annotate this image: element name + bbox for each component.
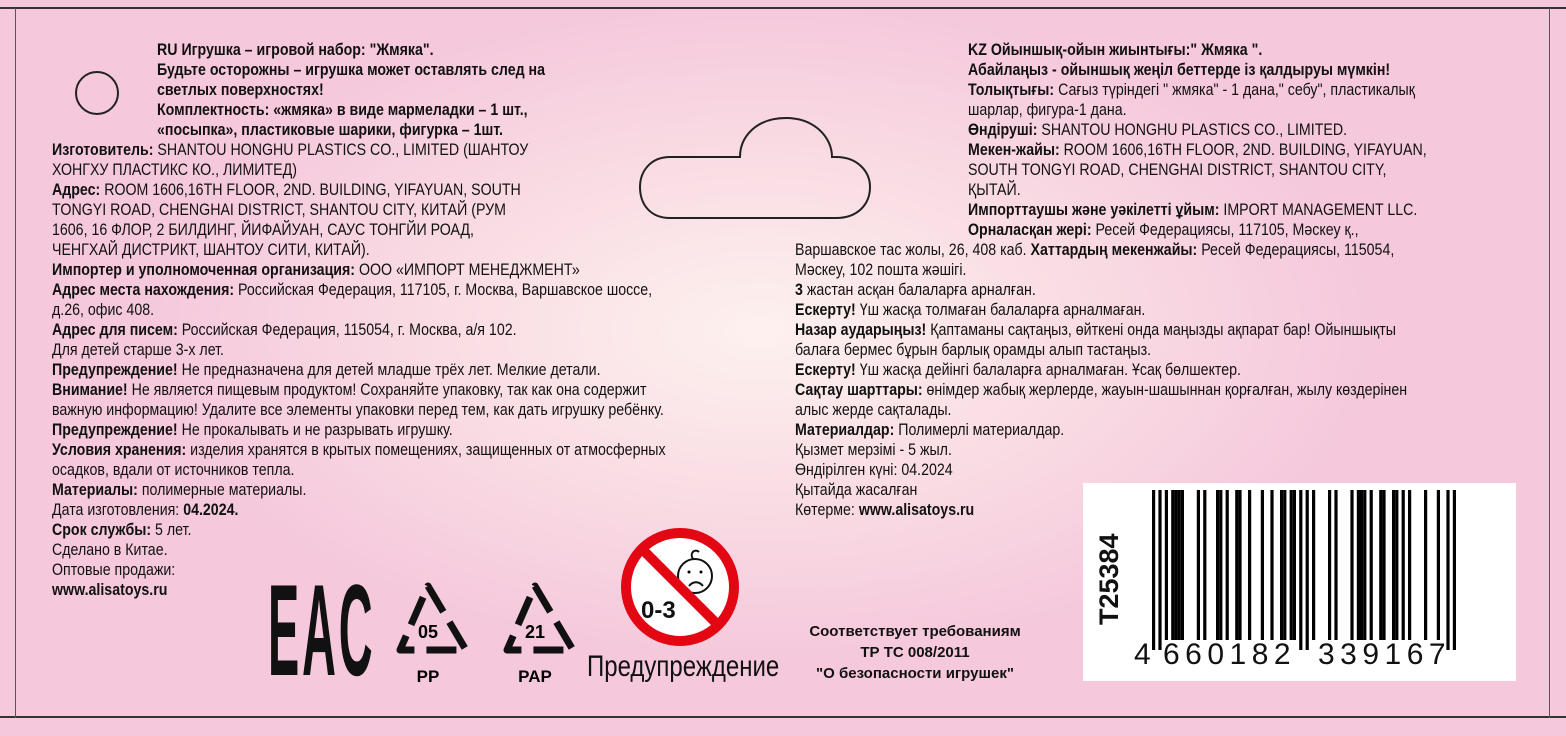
bold-label: 3 [795,281,807,299]
text-line [795,400,951,420]
recycle-pap-label: PAP [518,667,552,686]
text-line [52,440,666,460]
text-line [795,240,1394,260]
bold-label: Внимание! [52,381,132,399]
text-line [52,180,521,200]
barcode-bar [1270,490,1273,640]
bold-label: Материалы: [52,481,142,499]
barcode-bar [1408,490,1411,640]
bold-label: Ескерту! [795,361,860,379]
text: Қытайда жасалған [795,481,918,499]
bold-label[interactable]: www.alisatoys.ru [858,501,975,519]
bold-label: Импортер и уполномоченная организация: [52,261,359,279]
barcode-bar [1171,490,1174,640]
text-line [795,260,966,280]
text-line [968,80,1415,100]
text: Ресей Федерациясы, 115054, [1201,241,1395,259]
text: Үш жасқа толмаған балаларға арналмаған. [859,301,1146,319]
text: өнімдер жабық жерлерде, жауын-шашыннан қорғалған, жылу көздерінен [926,381,1408,399]
barcode-bar [1203,490,1206,640]
bold-label: Предупреждение! [52,361,182,379]
text: TONGYI ROAD, CHENGHAI DISTRICT, SHANTOU CITY, КИТАЙ (РУМ [52,201,506,219]
bold-label: Сақтау шарттары: [795,381,927,399]
bold-label: Назар аударыңыз! [795,321,931,339]
text-line [52,400,664,420]
text: балаға бермес бұрын барлық орамды алып тастаңыз. [795,341,1152,359]
bold-label: RU Игрушка – игровой набор: "Жмяка". [157,41,434,59]
barcode-bar [1370,490,1373,640]
bold-label: Материалдар: [795,421,899,439]
bold-label: Изготовитель: [52,141,158,159]
warning-label: Предупреждение [587,650,780,683]
text: Ресей Федерациясы, 117105, Мәскеу қ., [1095,221,1359,239]
barcode-bar [1283,490,1286,640]
text: Сделано в Китае. [52,541,168,559]
bold-label: Импорттаушы және уәкілетті ұйым: [968,201,1224,219]
bold-label: Хаттардың мекенжайы: [1030,241,1202,259]
text-line [52,220,474,240]
recycle-pap-number: 21 [524,622,546,642]
text-line [157,40,434,60]
text: Өндірілген күні: 04.2024 [795,461,953,479]
right-border [1549,8,1550,718]
text-line [968,220,1359,240]
text-line [52,480,306,500]
text: алыс жерде сақталады. [795,401,952,419]
text-line [968,160,1386,180]
barcode-bar [1453,490,1456,650]
barcode-bar [1280,490,1283,640]
bold-label: Өндіруші: [968,121,1042,139]
conformity-line-1: Соответствует требованиям [809,623,1021,640]
text-line [795,500,974,520]
barcode-bar [1165,490,1168,640]
text: SHANTOU HONGHU PLASTICS CO., LIMITED. [1041,121,1348,139]
barcode-bar [1235,490,1238,640]
text-line [52,140,528,160]
text-line [52,580,167,600]
barcode-bar [1197,490,1200,640]
bold-label: Абайлаңыз - ойыншық жеңіл беттерде із қалдыруы мүмкін! [968,61,1391,79]
bold-label: Адрес: [52,181,105,199]
text-line [52,520,191,540]
top-border [0,7,1566,9]
text: изделия хранятся в крытых помещениях, защищенных от атмосферных [190,441,666,459]
text: полимерные материалы. [141,481,307,499]
text: Российская Федерация, 117105, г. Москва, Варшавское шоссе, [238,281,653,299]
barcode-bar [1334,490,1337,640]
bold-label: Будьте осторожны – игрушка может оставлять след на [157,61,546,79]
barcode-group-2: 339167 [1318,638,1452,671]
barcode-bar [1293,490,1296,640]
barcode-bar [1328,490,1331,640]
text: Үш жасқа дейінгі балаларға арналмаған. Ұсақ бөлшектер. [859,361,1242,379]
barcode-bar [1174,490,1177,640]
text-line [52,280,652,300]
barcode-bar [1382,490,1385,640]
barcode-bar [1158,490,1161,650]
text: ROOM 1606,16TH FLOOR, 2ND. BUILDING, YIFAYUAN, [1063,141,1427,159]
barcode-bar [1306,490,1309,650]
text-line [795,360,1241,380]
recycle-pap-icon [489,580,581,688]
text-line [795,460,953,480]
text: 1606, 16 ФЛОР, 2 БИЛДИНГ, ЙИФАЙУАН, САУС ТОНГЙИ РОАД, [52,221,474,239]
barcode-bar [1238,490,1241,640]
text: ҚЫТАЙ. [968,181,1021,199]
bottom-border [0,716,1566,718]
bold-label: Адрес для писем: [52,321,182,339]
barcode-bar [1350,490,1353,640]
text: ROOM 1606,16TH FLOOR, 2ND. BUILDING, YIFAYUAN, SOUTH [104,181,521,199]
barcode-group-1: 660182 [1163,638,1297,671]
bold-label: Условия хранения: [52,441,191,459]
eac-logo: EAC [268,557,376,703]
barcode-bar [1363,490,1366,640]
bold-label: 04.2024. [183,501,239,519]
conformity-line-3: "О безопасности игрушек" [816,665,1014,682]
text-line [795,440,952,460]
text-line [52,380,646,400]
bold-label: Адрес места нахождения: [52,281,239,299]
text: осадков, вдали от источников тепла. [52,461,295,479]
barcode-bar [1152,490,1155,650]
text-line [795,320,1396,340]
text-line [52,560,175,580]
barcode-bar [1437,490,1440,640]
barcode-bar [1178,490,1181,640]
barcode [1152,490,1482,650]
bold-label: Срок службы: [52,521,156,539]
text-line [52,320,517,340]
barcode-bar [1312,490,1315,640]
text: Қаптаманы сақтаңыз, өйткені онда маңызды ақпарат бар! Ойыншықты [930,321,1396,339]
bold-label: светлых поверхностях! [157,81,324,99]
barcode-bar [1299,490,1302,650]
no-children-under-3-icon [619,526,741,648]
barcode-bar [1248,490,1251,640]
text-line [52,160,297,180]
text: IMPORT MANAGEMENT LLC. [1223,201,1418,219]
conformity-line-2: ТР ТС 008/2011 [860,644,970,661]
text: Не является пищевым продуктом! Сохраняйте упаковку, так как она содержит [131,381,647,399]
text: Қызмет мерзімі - 5 жыл. [795,441,952,459]
text: шарлар, фигура-1 дана. [968,101,1127,119]
text-line [795,300,1145,320]
text-line [52,340,224,360]
text-line [52,540,168,560]
text-line [795,280,1036,300]
text: Для детей старше 3-х лет. [52,341,224,359]
text: Варшавское тас жолы, 26, 408 каб. [795,241,1031,259]
barcode-bar [1357,490,1360,640]
bold-label: Мекен-жайы: [968,141,1064,159]
text: SOUTH TONGYI ROAD, CHENGHAI DISTRICT, SHANTOU CITY, [968,161,1387,179]
barcode-bar [1181,490,1184,640]
text: Дата изготовления: [52,501,184,519]
text-line [968,40,1262,60]
text: ХОНГХУ ПЛАСТИКС КО., ЛИМИТЕД) [52,161,297,179]
bold-label: Толықтығы: [968,81,1059,99]
bold-label: Ескерту! [795,301,860,319]
barcode-first-digit: 4 [1134,638,1157,671]
text: Оптовые продажи: [52,561,176,579]
text: Мәскеу, 102 пошта жәшігі. [795,261,967,279]
text-line [52,360,601,380]
text: жастан асқан балаларға арналған. [806,281,1036,299]
text-line [795,480,917,500]
text: Көтерме: [795,501,859,519]
text: важную информацию! Удалите все элементы упаковки перед тем, как дать игрушку ребёнку. [52,401,664,419]
text-line [157,80,324,100]
barcode-bar [1290,490,1293,640]
barcode-bar [1446,490,1449,650]
text-line [52,260,580,280]
text: Российская Федерация, 115054, г. Москва, а/я 102. [181,321,517,339]
bold-label: Комплектность: «жмяка» в виде мармеладки – 1 шт., [157,101,528,119]
hanger-cutout-outline [636,112,876,224]
bold-label: Предупреждение! [52,421,182,439]
text-line [968,180,1021,200]
barcode-bar [1402,490,1405,640]
bold-label: Орналасқан жері: [968,221,1096,239]
hang-hole-circle [75,71,119,115]
barcode-bar [1226,490,1229,640]
barcode-bar [1392,490,1395,640]
text: SHANTOU HONGHU PLASTICS CO., LIMITED (ШАНТОУ [157,141,529,159]
text-line [968,120,1347,140]
text-line [52,420,453,440]
text: Не предназначена для детей младше трёх лет. Мелкие детали. [181,361,601,379]
text-line [968,140,1427,160]
bold-label: «посыпка», пластиковые шарики, фигурка – 1шт. [157,121,503,139]
text-line [52,200,506,220]
text: ООО «ИМПОРТ МЕНЕДЖМЕНТ» [358,261,580,279]
text: 5 лет. [155,521,192,539]
bold-label[interactable]: www.alisatoys.ru [52,581,168,599]
barcode-bar [1219,490,1222,640]
text-line [795,420,1064,440]
barcode-bar [1261,490,1264,640]
barcode-bar [1395,490,1398,640]
article-code: T25384 [1094,533,1124,625]
recycle-pp-label: PP [416,667,440,686]
text-line [795,340,1151,360]
text-line [968,100,1127,120]
text: Полимерлі материалдар. [898,421,1065,439]
text-line [52,300,154,320]
recycle-pp-icon [382,580,474,688]
text-line [157,120,503,140]
text-line [968,200,1417,220]
text: Не прокалывать и не разрывать игрушку. [181,421,453,439]
text: ЧЕНГХАЙ ДИСТРИКТ, ШАНТОУ СИТИ, КИТАЙ). [52,241,370,259]
text-line [968,60,1390,80]
text-line [157,60,545,80]
text-line [795,380,1407,400]
text-line [52,460,294,480]
text-line [52,500,238,520]
barcode-bar [1424,490,1427,640]
text: Сағыз түріндегі " жмяка" - 1 дана," себу", пластикалық [1058,81,1415,99]
left-border [15,8,16,718]
barcode-bar [1216,490,1219,640]
bold-label: KZ Ойыншық-ойын жиынтығы:" Жмяка ". [968,41,1263,59]
age-range: 0-3 [641,597,676,624]
recycle-pp-number: 05 [417,622,439,642]
barcode-bar [1379,490,1382,640]
barcode-bar [1360,490,1363,640]
text: д.26, офис 408. [52,301,155,319]
text-line [52,240,370,260]
text-line [157,100,528,120]
